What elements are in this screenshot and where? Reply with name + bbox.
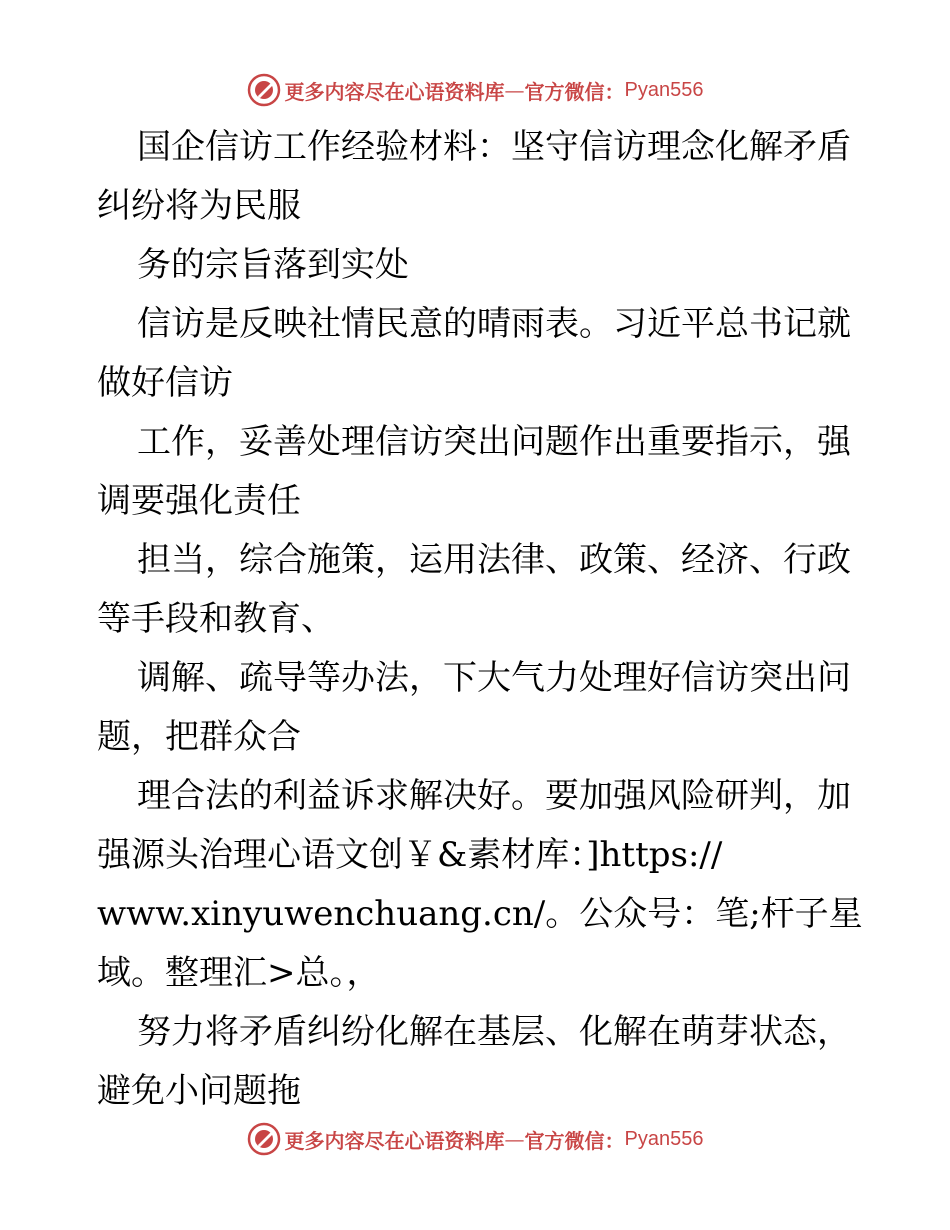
text-line [97, 826, 857, 885]
text-line-content: 做好信访 [97, 363, 233, 403]
text-line-content: 国企信访工作经验材料：坚守信访理念化解矛盾 [137, 127, 851, 167]
header-banner [0, 70, 950, 110]
footer-wechat-label: 官方微信： [524, 1128, 625, 1153]
footer-title: 更多内容尽在心语资料库 [284, 1128, 505, 1153]
text-line-content: 担当，综合施策，运用法律、政策、经济、行政 [137, 540, 851, 580]
text-line [97, 708, 857, 767]
text-line-content: 题，把群众合 [97, 717, 301, 757]
header-wechat-id: Pyan556 [624, 78, 704, 101]
document-body [97, 118, 863, 1121]
text-line-content: 域。整理汇>总。， [97, 953, 381, 993]
text-line [97, 354, 857, 413]
text-line [97, 1062, 857, 1121]
text-line-content: 工作，妥善处理信访突出问题作出重要指示，强 [137, 422, 851, 462]
header-title: 更多内容尽在心语资料库 [284, 79, 505, 104]
header-wechat-label: 官方微信： [524, 79, 625, 104]
text-line [97, 413, 857, 472]
text-line-content: 纠纷将为民服 [97, 186, 301, 226]
text-line [97, 649, 857, 708]
text-line-content: 调要强化责任 [97, 481, 301, 521]
brand-logo-icon [247, 1122, 281, 1156]
text-line-content: www.xinyuwenchuang.cn/。公众号：笔;杆子星 [97, 894, 863, 934]
text-line-content: 努力将矛盾纠纷化解在基层、化解在萌芽状态， [137, 1012, 851, 1052]
footer-wechat-id: Pyan556 [624, 1127, 704, 1150]
header-dash: — [504, 78, 525, 102]
text-line-content: 信访是反映社情民意的晴雨表。习近平总书记就 [137, 304, 851, 344]
footer-dash: — [504, 1127, 525, 1151]
text-line [97, 767, 857, 826]
text-line [97, 118, 857, 177]
text-line [97, 590, 857, 649]
text-line [97, 295, 857, 354]
text-line-content: 调解、疏导等办法，下大气力处理好信访突出问 [137, 658, 851, 698]
text-line [97, 531, 857, 590]
text-line-content: 避免小问题拖 [97, 1071, 301, 1111]
text-line-content: 等手段和教育、 [97, 599, 335, 639]
brand-logo-icon [247, 73, 281, 107]
text-line-content: 务的宗旨落到实处 [137, 245, 409, 285]
text-line [97, 177, 857, 236]
text-line [97, 1003, 857, 1062]
text-line [97, 944, 857, 1003]
text-line [97, 472, 857, 531]
text-line [97, 885, 863, 944]
text-line-content: 理合法的利益诉求解决好。要加强风险研判，加 [137, 776, 851, 816]
text-line-content: 强源头治理心语文创￥&素材库：]https:// [97, 835, 723, 875]
text-line [97, 236, 857, 295]
footer-banner [0, 1119, 950, 1159]
